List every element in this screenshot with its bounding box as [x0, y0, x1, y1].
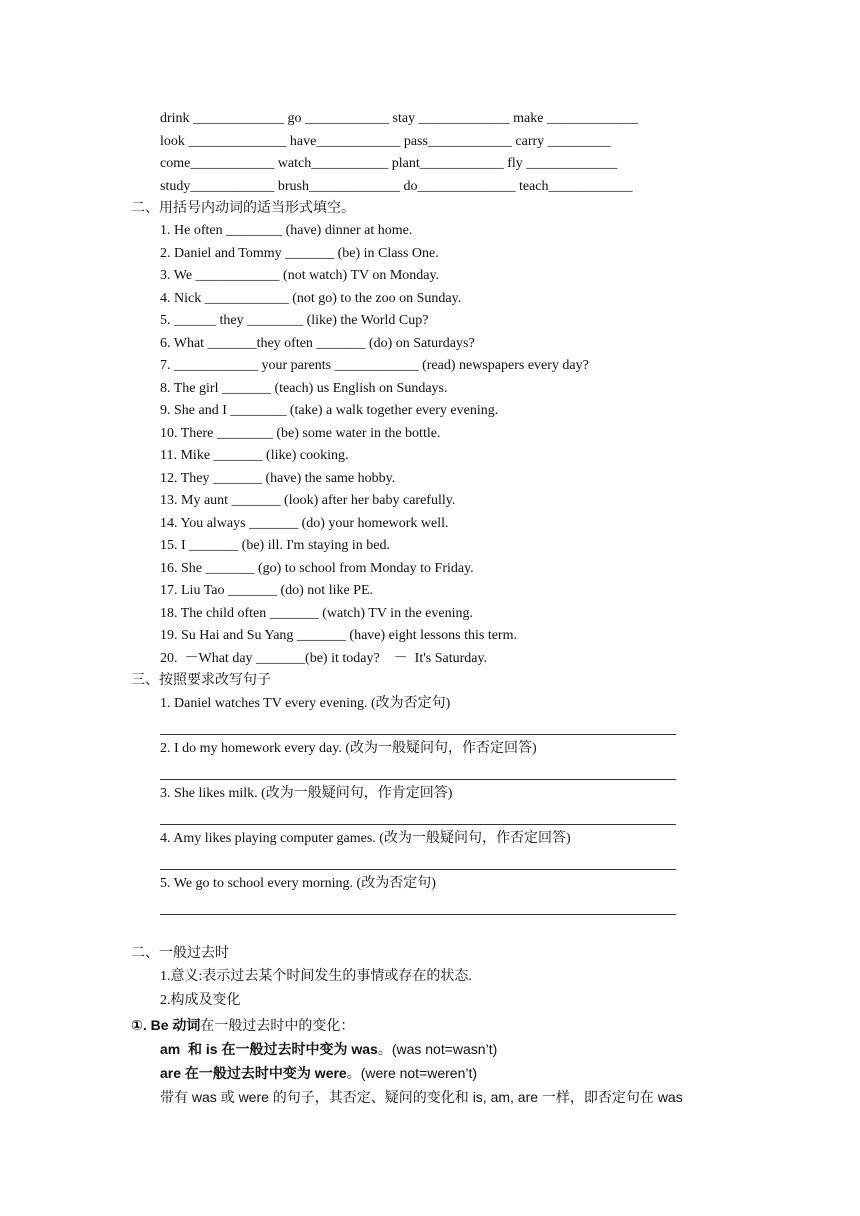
- exercise-item: 1. He often ________ (have) dinner at home.: [160, 223, 413, 238]
- exercise-item: 14. You always _______ (do) your homework well.: [160, 516, 449, 531]
- note-text: 带有 was 或 were 的句子，其否定、疑问的变化和 is, am, are 一样，即否定句在 was: [160, 1089, 683, 1105]
- verb-row-4: study____________ brush_____________ do______________ teach____________: [160, 179, 633, 194]
- be-verb-heading-rest: 在一般过去时中的变化：: [200, 1017, 355, 1033]
- rule-am-is-rest: 。(was not=wasn’t): [377, 1041, 498, 1057]
- section3-heading: 三、按照要求改写句子: [131, 673, 271, 688]
- be-verb-heading: [131, 1016, 354, 1034]
- rule-am-is-bold: am 和 is 在一般过去时中变为 was: [160, 1041, 378, 1057]
- section2-heading: 二、用括号内动词的适当形式填空。: [131, 201, 355, 216]
- answer-line: [160, 824, 676, 825]
- rewrite-item: 1. Daniel watches TV every evening. (改为否定句): [160, 696, 451, 711]
- exercise-item: 15. I _______ (be) ill. I'm staying in bed.: [160, 538, 390, 553]
- rewrite-item: 3. She likes milk. (改为一般疑问句，作肯定回答): [160, 786, 453, 801]
- rewrite-item: 4. Amy likes playing computer games. (改为一般疑问句，作否定回答): [160, 831, 571, 846]
- exercise-item: 16. She _______ (go) to school from Monday to Friday.: [160, 561, 474, 576]
- exercise-item: 20. －What day _______(be) it today? － It's Saturday.: [160, 651, 488, 666]
- rule-are-bold: are 在一般过去时中变为 were: [160, 1065, 347, 1081]
- meaning-text: 1.意义:表示过去某个时间发生的事情或存在的状态.: [160, 969, 472, 984]
- exercise-item: 13. My aunt _______ (look) after her baby carefully.: [160, 493, 456, 508]
- exercise-item: 3. We ____________ (not watch) TV on Monday.: [160, 268, 440, 283]
- answer-line: [160, 779, 676, 780]
- rewrite-item: 2. I do my homework every day. (改为一般疑问句，作否定回答): [160, 741, 537, 756]
- exercise-item: 7. ____________ your parents ____________ (read) newspapers every day?: [160, 358, 589, 373]
- exercise-item: 8. The girl _______ (teach) us English on Sundays.: [160, 381, 448, 396]
- rule-am-is: [160, 1040, 497, 1058]
- answer-line: [160, 869, 676, 870]
- exercise-item: 9. She and I ________ (take) a walk together every evening.: [160, 403, 499, 418]
- answer-line: [160, 734, 676, 735]
- past-tense-heading: 二、一般过去时: [131, 946, 229, 961]
- be-verb-heading-bold: ①. Be 动词: [131, 1017, 201, 1033]
- exercise-item: 6. What _______they often _______ (do) on Saturdays?: [160, 336, 475, 351]
- verb-row-1: drink _____________ go ____________ stay _____________ make _____________: [160, 111, 638, 126]
- rewrite-item: 5. We go to school every morning. (改为否定句): [160, 876, 436, 891]
- answer-line: [160, 914, 676, 915]
- exercise-item: 5. ______ they ________ (like) the World Cup?: [160, 313, 429, 328]
- exercise-item: 17. Liu Tao _______ (do) not like PE.: [160, 583, 374, 598]
- exercise-item: 18. The child often _______ (watch) TV in the evening.: [160, 606, 473, 621]
- exercise-item: 12. They _______ (have) the same hobby.: [160, 471, 396, 486]
- verb-row-3: come____________ watch___________ plant____________ fly _____________: [160, 156, 618, 171]
- exercise-item: 11. Mike _______ (like) cooking.: [160, 448, 349, 463]
- exercise-item: 10. There ________ (be) some water in the bottle.: [160, 426, 441, 441]
- form-text: 2.构成及变化: [160, 993, 241, 1008]
- rule-are-rest: 。(were not=weren’t): [346, 1065, 478, 1081]
- exercise-item: 19. Su Hai and Su Yang _______ (have) eight lessons this term.: [160, 628, 517, 643]
- rule-are: [160, 1064, 477, 1082]
- verb-row-2: look ______________ have____________ pass____________ carry _________: [160, 134, 611, 149]
- exercise-item: 4. Nick ____________ (not go) to the zoo on Sunday.: [160, 291, 462, 306]
- exercise-item: 2. Daniel and Tommy _______ (be) in Class One.: [160, 246, 439, 261]
